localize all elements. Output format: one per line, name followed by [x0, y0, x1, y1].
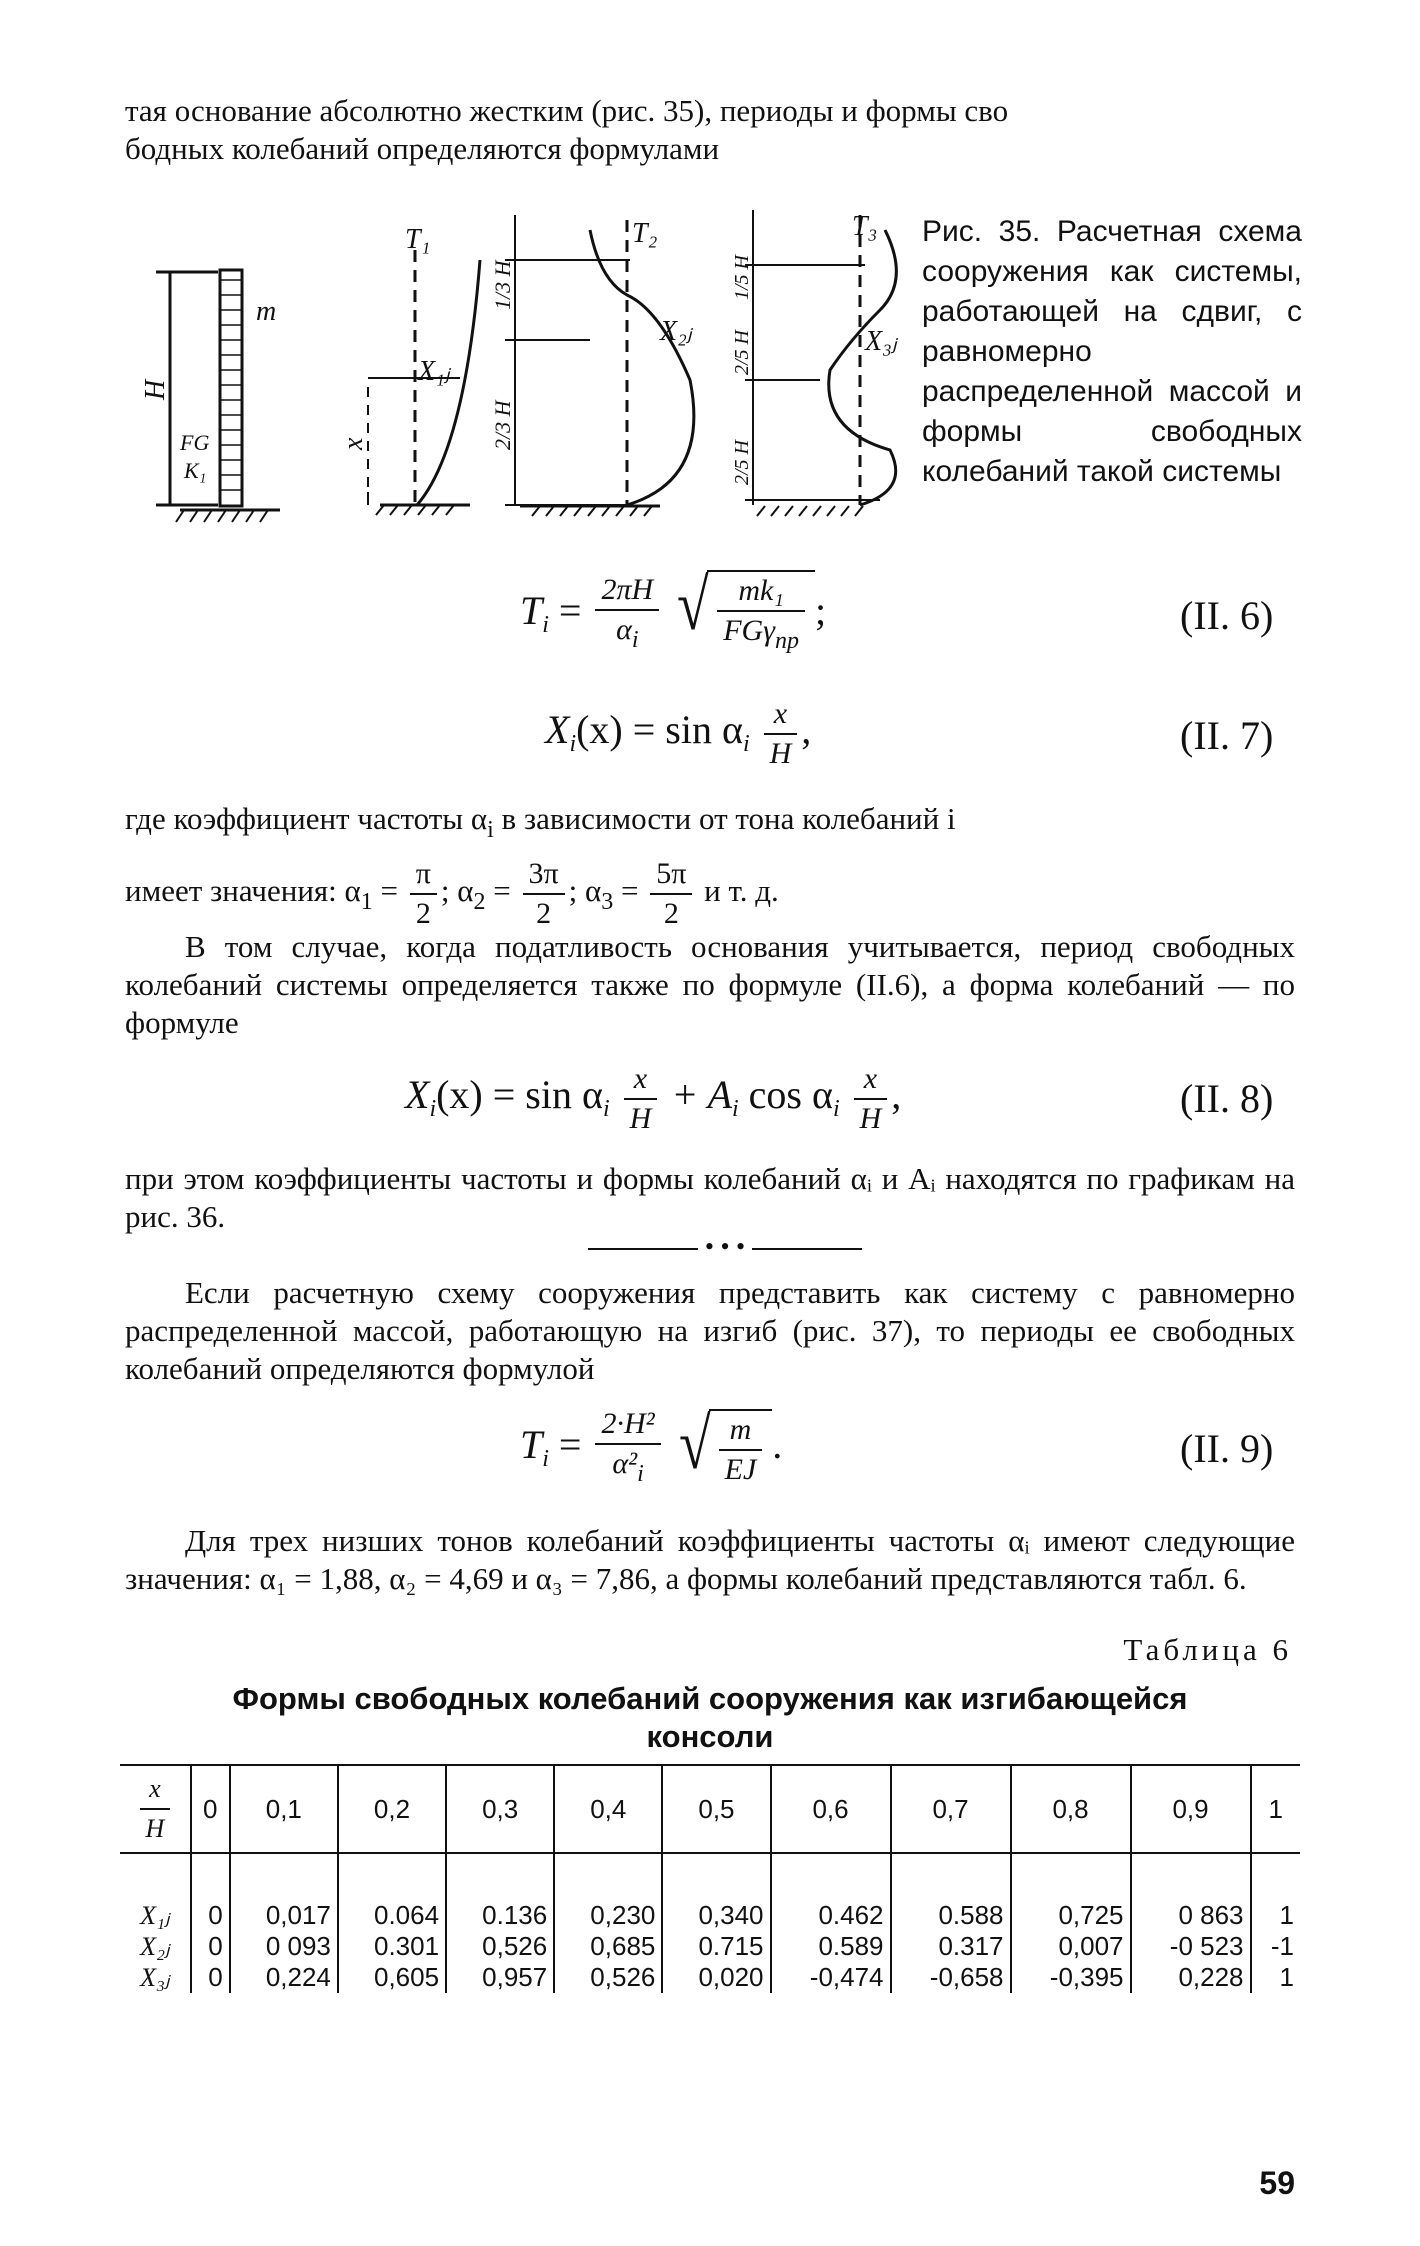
- eq9-number: (II. 9): [1180, 1426, 1274, 1471]
- table-cell: -0,395: [1011, 1962, 1131, 1993]
- label-two-thirds-H: 2/3 H: [490, 400, 515, 450]
- table-label: Таблица 6: [1123, 1632, 1292, 1667]
- header-col: 0,8: [1011, 1765, 1131, 1853]
- table-cell: 0,725: [1011, 1900, 1131, 1931]
- equation-ii-9: $T_i$ = $\frac{\text{2·H²}}{\alpha^2_i}$ √ $\frac{m}{EJ}$ .: [520, 1404, 783, 1487]
- table-cell: 1: [1251, 1962, 1300, 1993]
- header-x-over-H: $\frac{x}{H}$: [120, 1765, 191, 1853]
- table-cell: -1: [1251, 1931, 1300, 1962]
- header-col: 1: [1251, 1765, 1300, 1853]
- table-cell: 0.301: [338, 1931, 446, 1962]
- table-cell: 0,020: [662, 1962, 770, 1993]
- bending-paragraph: Если расчетную схему сооружения представить как систему с равномерно распределенной массой, работающую на изгиб (рис. 37), то периоды ее свободных колебаний определяются формулой: [125, 1275, 1295, 1386]
- row-label: X₃ⱼ: [140, 1962, 170, 1992]
- table-cell: 0.715: [662, 1931, 770, 1962]
- wall-mass: [220, 270, 242, 506]
- table-spacer-row: [120, 1853, 1300, 1900]
- table-cell: 0,685: [554, 1931, 662, 1962]
- table-cell: 0 093: [230, 1931, 338, 1962]
- table-cell: -0,658: [891, 1962, 1011, 1993]
- values-paragraph: Для трех низших тонов колебаний коэффициенты частоты αᵢ имеют следующие значения: α₁ = 1,88, α₂ = 4,69 и α₃ = 7,86, а формы колебаний представляются табл. 6.: [125, 1523, 1295, 1596]
- table-cell: 0,526: [446, 1931, 554, 1962]
- header-col: 0,1: [230, 1765, 338, 1853]
- table-cell: 0,007: [1011, 1931, 1131, 1962]
- label-X2j: X₂ⱼ: [660, 316, 692, 347]
- figure-35: [120, 200, 910, 540]
- table-cell: 0.064: [338, 1900, 446, 1931]
- label-X1j: X₁ⱼ: [418, 356, 450, 387]
- table-cell: 0: [191, 1900, 230, 1931]
- label-one-third-H: 1/3 H: [490, 260, 515, 310]
- label-one-fifth-H: 1/5 H: [731, 255, 753, 300]
- table-cell: -0,474: [771, 1962, 891, 1993]
- label-two-fifths-H-upper: 2/5 H: [731, 330, 753, 375]
- table-cell: 0,605: [338, 1962, 446, 1993]
- table-cell: 0.136: [446, 1900, 554, 1931]
- intro-paragraph: [125, 92, 1295, 168]
- graphs-paragraph: при этом коэффициенты частоты и формы колебаний αᵢ и Aᵢ находятся по графикам на рис. 36.: [125, 1161, 1295, 1234]
- table-cell: 0,957: [446, 1962, 554, 1993]
- header-col: 0,9: [1131, 1765, 1251, 1853]
- figure-caption: Рис. 35. Расчетная схема сооружения как системы, работающей на сдвиг, с равномерно распределенной массой и формы свободных колебаний такой системы: [922, 215, 1302, 488]
- label-T3: T₃: [852, 211, 878, 242]
- table-row: [120, 1931, 1300, 1962]
- table-cell: 1: [1251, 1900, 1300, 1931]
- base-compliance-paragraph: В том случае, когда податливость основания учитывается, период свободных колебаний системы определяется также по формуле (II.6), а форма колебаний — по формуле: [125, 929, 1295, 1040]
- equation-ii-7: $X_i(x) = \sin \alpha_i$ $\frac{x}{H}$ ,: [545, 697, 812, 770]
- eq6-number: (II. 6): [1180, 593, 1274, 638]
- row-label: X₂ⱼ: [140, 1931, 170, 1961]
- label-K1: K₁: [184, 458, 207, 483]
- label-X3j: X₃ⱼ: [865, 326, 897, 357]
- table-cell: 0,340: [662, 1900, 770, 1931]
- table-cell: 0: [191, 1962, 230, 1993]
- coefficient-paragraph: где коэффициент частоты $\alpha_i$ в зависимости от тона колебаний i имеет значения: $\alpha_1$ = $\frac{\pi}{2}$ ; $\alpha_2$ = $\frac{3\pi}{2}$ ; $\alpha_3$ = $\frac{5\pi}{2}$ и т. д.: [125, 801, 956, 930]
- header-col: 0,7: [891, 1765, 1011, 1853]
- table-cell: 0.462: [771, 1900, 891, 1931]
- table-cell: 0.317: [891, 1931, 1011, 1962]
- header-col: 0,4: [554, 1765, 662, 1853]
- table-6: [120, 1764, 1300, 1993]
- label-T2: T₂: [632, 218, 658, 249]
- table-cell: -0 523: [1131, 1931, 1251, 1962]
- table-cell: 0: [191, 1931, 230, 1962]
- table-cell: 0,224: [230, 1962, 338, 1993]
- equation-ii-8: $X_i(x) = \sin \alpha_i$ $\frac{x}{H}$ + $A_i$ $\cos \alpha_i$ $\frac{x}{H}$ ,: [405, 1062, 902, 1135]
- equation-ii-6: $T_i$ = $\frac{2\pi H}{\alpha_i}$ √ $\frac{\text{mk₁}}{FG\gamma_{пр}}$ ;: [520, 570, 826, 660]
- header-col: 0: [191, 1765, 230, 1853]
- mode-3-curve: [829, 230, 897, 505]
- label-x: x: [338, 437, 369, 450]
- section-divider: • • •: [555, 1232, 895, 1262]
- header-col: 0,6: [771, 1765, 891, 1853]
- table-cell: 0,230: [554, 1900, 662, 1931]
- table-cell: 0,017: [230, 1900, 338, 1931]
- row-label: X₁ⱼ: [140, 1900, 170, 1930]
- header-col: 0,5: [662, 1765, 770, 1853]
- header-col: 0,3: [446, 1765, 554, 1853]
- page-number: 59: [1259, 2165, 1295, 2201]
- table-cell: 0.589: [771, 1931, 891, 1962]
- table-cell: 0.588: [891, 1900, 1011, 1931]
- mode-2-curve: [590, 230, 694, 505]
- eq6-fraction: $\frac{2\pi H}{\alpha_i}$: [595, 571, 659, 659]
- eq9-radical: √ $\frac{m}{EJ}$: [675, 1409, 773, 1489]
- table-header-row: [120, 1765, 1300, 1853]
- table-cell: 0 863: [1131, 1900, 1251, 1931]
- table-cell: 0,228: [1131, 1962, 1251, 1993]
- header-col: 0,2: [338, 1765, 446, 1853]
- label-two-fifths-H-lower: 2/5 H: [731, 440, 753, 485]
- table-row: [120, 1962, 1300, 1993]
- label-FG: FG: [180, 430, 210, 455]
- intro-line-2: бодных колебаний определяются формулами: [125, 131, 720, 166]
- eq6-radical: √ $\frac{\text{mk₁}}{FG\gamma_{пр}}$: [673, 570, 815, 660]
- table-cell: 0,526: [554, 1962, 662, 1993]
- table-title: Формы свободных колебаний сооружения как изгибающейся консоли: [232, 1681, 1188, 1754]
- eq8-number: (II. 8): [1180, 1076, 1274, 1121]
- eq7-number: (II. 7): [1180, 713, 1274, 758]
- table-row: [120, 1900, 1300, 1931]
- label-m: m: [256, 296, 277, 327]
- label-T1: T₁: [405, 224, 431, 255]
- label-H: H: [140, 379, 171, 400]
- intro-line-1: тая основание абсолютно жестким (рис. 35), периоды и формы сво: [125, 93, 1009, 128]
